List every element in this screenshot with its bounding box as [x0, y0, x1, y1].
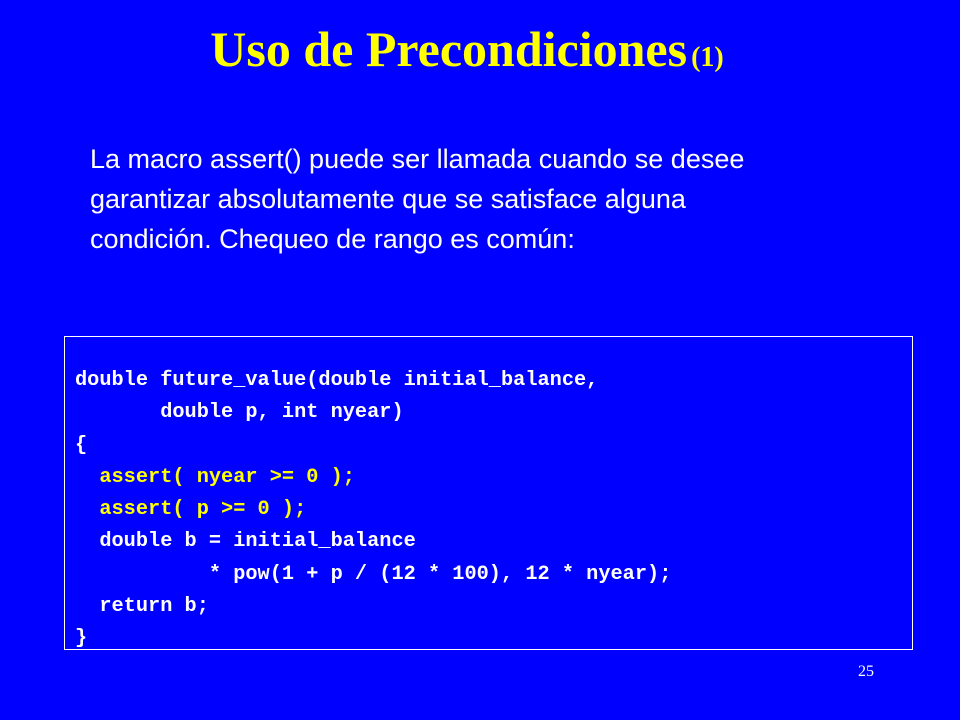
code-block — [64, 336, 913, 650]
slide-title-main: Uso de Precondiciones — [210, 21, 688, 77]
intro-line: condición. Chequeo de rango es común: — [90, 224, 575, 254]
code-line: } — [75, 627, 88, 651]
slide-title-number: (1) — [691, 42, 724, 73]
intro-line: garantizar absolutamente que se satisface alguna — [90, 184, 686, 214]
code-line: double p, int nyear) — [75, 401, 404, 425]
code-line: double future_value(double initial_balance, — [75, 369, 599, 392]
code-line: * pow(1 + p / (12 * 100), 12 * nyear); — [75, 562, 672, 586]
slide-title — [0, 20, 934, 78]
page-number: 25 — [858, 663, 874, 680]
code-line: { — [75, 433, 88, 457]
code-line: double b = initial_balance — [75, 530, 416, 554]
intro-paragraph — [90, 139, 890, 259]
code-listing — [75, 365, 671, 656]
code-line-assert: assert( p >= 0 ); — [75, 498, 307, 522]
intro-line: La macro assert() puede ser llamada cuando se desee — [90, 144, 745, 174]
code-line: return b; — [75, 595, 209, 619]
code-line-assert: assert( nyear >= 0 ); — [75, 465, 355, 489]
